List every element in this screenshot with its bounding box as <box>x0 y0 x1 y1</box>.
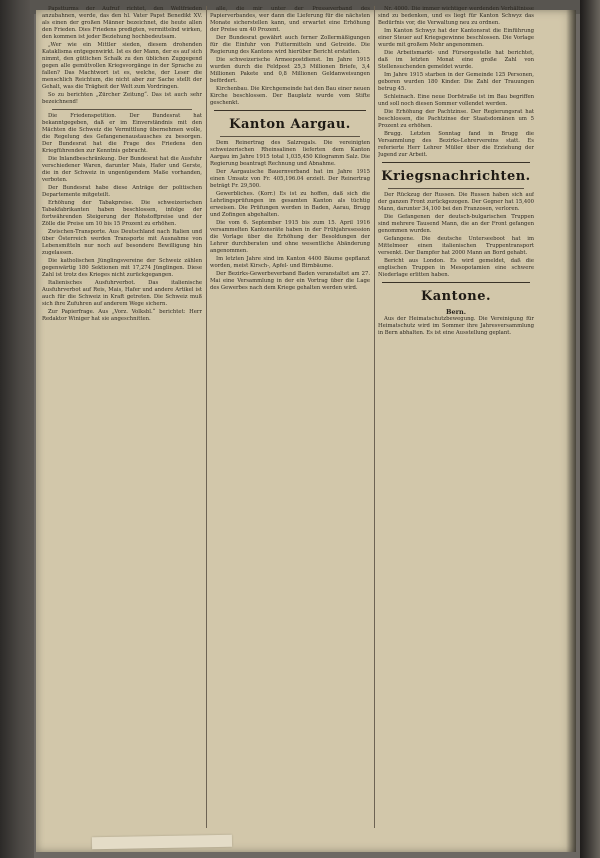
article-paragraph: Gefangene. Die deutsche Unterseeboot hat im Mittelmeer einen italienischen Truppentransport versenkt. Der Dampfer hat 2000 Mann an Bord gehabt. <box>378 236 534 256</box>
article-paragraph: Kirchenbau. Die Kirchgemeinde hat den Bau einer neuen Kirche beschlossen. Der Bauplatz wurde vom Stifte geschenkt. <box>210 86 370 106</box>
column-rule-2 <box>374 6 375 828</box>
section-divider <box>382 162 530 163</box>
article-paragraph: Die katholischen Jünglingsvereine der Schweiz zählen gegenwärtig 180 Sektionen mit 17,274 Jünglingen. Diese Zahl ist trotz des Krieges nicht zurückgegangen. <box>42 258 202 278</box>
article-paragraph: So zu berichten „Zürcher Zeitung“. Das ist auch sehr bezeichnend! <box>42 92 202 105</box>
article-paragraph: Gewerbliches. (Korr.) Es ist zu hoffen, daß sich die Lehrlingsprüfungen im gesamten Kanton als tüchtig erweisen. Die Prüfungen werden in Baden, Aarau, Brugg und Zofingen abgehalten. <box>210 191 370 218</box>
next-page-edge <box>580 0 600 858</box>
article-paragraph: Im Kanton Schwyz hat der Kantonsrat die Einführung einer Steuer auf Kriegsgewinne beschlossen. Die Vorlage wurde mit großem Mehr angenommen. <box>378 28 534 48</box>
article-paragraph: alle, die mir unter der Presseverband des Papierverbandes, wer dann die Lieferung für die nächsten Monate sicherstellen kann, und erwartet eine Erhöhung der Preise um 40 Prozent. <box>210 6 370 33</box>
book-binding-left <box>0 0 34 858</box>
article-paragraph: Der Rückzug der Russen. Die Russen haben sich auf der ganzen Front zurückgezogen. Der Gegner hat 15,400 Mann, darunter 34,100 bei den Franzosen, verloren. <box>378 192 534 212</box>
article-paragraph: Schleinach. Eine neue Dorfstraße ist im Bau begriffen und soll noch diesen Sommer vollendet werden. <box>378 94 534 107</box>
article-paragraph: Die Friedenspetition. Der Bundesrat hat bekanntgegeben, daß er im Einverständnis mit den Mächten die Schweiz die Vermittlung übernehmen wolle, die Regelung des Gefangenenaustausches zu besorgen. Der Bundesrat hat die Frage des Friedens den Kriegführenden zur Kenntnis gebracht. <box>42 113 202 154</box>
article-paragraph: Die schweizerische Armeepostdienst. Im Jahre 1915 wurden durch die Feldpost 25,3 Millionen Briefe, 3,4 Millionen Pakete und 0,8 Millionen Geldanweisungen befördert. <box>210 57 370 84</box>
article-paragraph: Die Erhöhung der Pachtzinse. Der Regierungsrat hat beschlossen, die Pachtzinse der Staatsdomänen um 5 Prozent zu erhöhen. <box>378 109 534 129</box>
article-paragraph: Zwischen-Transporte. Aus Deutschland nach Italien und über Österreich werden Transporte mit Ausnahme von Lebensmitteln nur noch auf besondere Bewilligung hin zugelassen. <box>42 229 202 256</box>
article-paragraph: Der Bezirks-Gewerbeverband Baden veranstaltet am 27. Mai eine Versammlung in der ein Vortrag über die Lage des Gewerbes nach dem Kriege gehalten werden wird. <box>210 271 370 291</box>
article-paragraph: Die Arbeitsmarkt- und Fürsorgestelle hat berichtet, daß im letzten Monat eine große Zahl von Stellensuchenden gemeldet wurde. <box>378 50 534 70</box>
article-paragraph: Im Jahre 1915 starben in der Gemeinde 125 Personen, geboren wurden 180 Kinder. Die Zahl der Trauungen betrug 45. <box>378 72 534 92</box>
section-heading-kantone: Kantone. <box>420 289 492 304</box>
article-paragraph: Nr. 4000. Die immer wichtiger werdenden Verhältnisse sind zu bedenken, und es liegt für Kanton Schwyz das Bedürfnis vor, die Verwaltung neu zu ordnen. <box>378 6 534 26</box>
page-gutter-shadow <box>566 10 576 852</box>
article-paragraph: Der Bundesrat habe diese Anträge der politischen Departemente mitgeteilt. <box>42 185 202 198</box>
section-divider <box>214 110 366 111</box>
article-paragraph: „Wer wie ein Mittler sieden, diesem drohenden Kataklisma entgegenwirkt. Ist es der Mann, der es auf sich nimmt, den gütlichen Schalk zu den üblichen Zuggegend gegen alle gemütvollen Kriegsvorgänge in der Sprache zu fallen? Das Machtwort ist es, welche, der Leser die menschlich Reichtum, die nicht aber zur Sache stellt der Gehalt, was die Trägheit der Welt zum Vordringen. <box>42 42 202 90</box>
article-paragraph: Dem Reinertrag des Salzregals. Die vereinigten schweizerischen Rheinsalinen lieferten dem Kanton Aargau im Jahre 1915 total 1,035,450 Kilogramm Salz. Die Regierung beantragt Rechnung und Abnahme. <box>210 140 370 167</box>
subsection-heading-bern: Bern. <box>445 308 467 316</box>
divider <box>220 136 360 137</box>
divider <box>52 109 192 110</box>
article-paragraph: Die vom 6. September 1915 bis zum 15. April 1916 versammelten Kantonsräte haben in der Frühjahrssession die Vorlage über die Erhöhung der Besoldungen der Lehrer durchberaten und ohne wesentliche Abänderung angenommen. <box>210 220 370 254</box>
article-paragraph: Zur Papierfrage. Aus „Vorz. Volksbl.“ berichtet: Herr Redaktor Winiger hat sie angeschnitten. <box>42 309 202 322</box>
article-paragraph: Die Inlandbeschränkung. Der Bundesrat hat die Ausfuhr verschiedener Waren, darunter Mais, Hafer und Gerste, die in der Schweiz in ungenügendem Maße vorhanden, verboten. <box>42 156 202 183</box>
article-paragraph: Im letzten Jahre sind im Kanton 4400 Bäume gepflanzt worden, meist Kirsch-, Apfel- und Birnbäume. <box>210 256 370 269</box>
article-paragraph: Erhöhung der Tabakpreise. Die schweizerischen Tabakfabrikanten haben beschlossen, infolge der fortwährenden Steigerung der Rohstoffpreise und der Zölle die Preise um 10 bis 15 Prozent zu erhöhen. <box>42 200 202 227</box>
article-paragraph: Brugg. Letzten Sonntag fand in Brugg die Versammlung des Bezirks-Lehrervereins statt. Es referierte Herr Lehrer Müller über die Erziehung der Jugend zur Arbeit. <box>378 131 534 158</box>
article-paragraph: Der Bundesrat gewährt auch ferner Zollermäßigungen für die Einfuhr von Futtermitteln und Getreide. Die Regierung des Kantons wird hierüber Bericht erstatten. <box>210 35 370 55</box>
article-paragraph: Italienisches Ausfuhrverbot. Das italienische Ausfuhrverbot auf Reis, Mais, Hafer und andere Artikel ist auch für die Schweiz in Kraft getreten. Die Schweiz muß sich ihre Zufuhren auf anderem Wege sichern. <box>42 280 202 307</box>
column-1 <box>42 6 202 830</box>
divider <box>388 188 524 189</box>
section-heading-aargau: Kanton Aargau. <box>229 117 351 132</box>
article-paragraph: Aus der Heimatschutzbewegung. Die Vereinigung für Heimatschutz wird im Sommer ihre Jahresversammlung in Bern abhalten. Es ist eine Ausstellung geplant. <box>378 316 534 336</box>
article-paragraph: Die Gefangenen der deutsch-bulgarischen Truppen sind mehrere Tausend Mann, die an der Front gefangen genommen wurden. <box>378 214 534 234</box>
paper-tab <box>92 835 232 849</box>
column-2 <box>210 6 370 830</box>
section-heading-kriegsnachrichten: Kriegsnachrichten. <box>381 169 531 184</box>
column-3 <box>378 6 534 830</box>
section-divider <box>382 282 530 283</box>
article-paragraph: Der Aargauische Bauernverband hat im Jahre 1915 einen Umsatz von Fr. 405,196.04 erzielt. Der Reinertrag beträgt Fr. 29,500. <box>210 169 370 189</box>
column-rule-1 <box>206 6 207 828</box>
article-paragraph: Papstturms der Aufruf richtet, den Weltfrieden anzubahnen, werde, das den hl. Vater Papst Benedikt XV. als einen der großen Männer bezeichnet, die heute allen den Frieden. Dies Friedens predigten, vermittelnd wirken, den kommen ist jeder Beziehung hochbedeutsam. <box>42 6 202 40</box>
article-paragraph: Bericht aus London. Es wird gemeldet, daß die englischen Truppen in Mesopotamien eine schwere Niederlage erlitten haben. <box>378 258 534 278</box>
